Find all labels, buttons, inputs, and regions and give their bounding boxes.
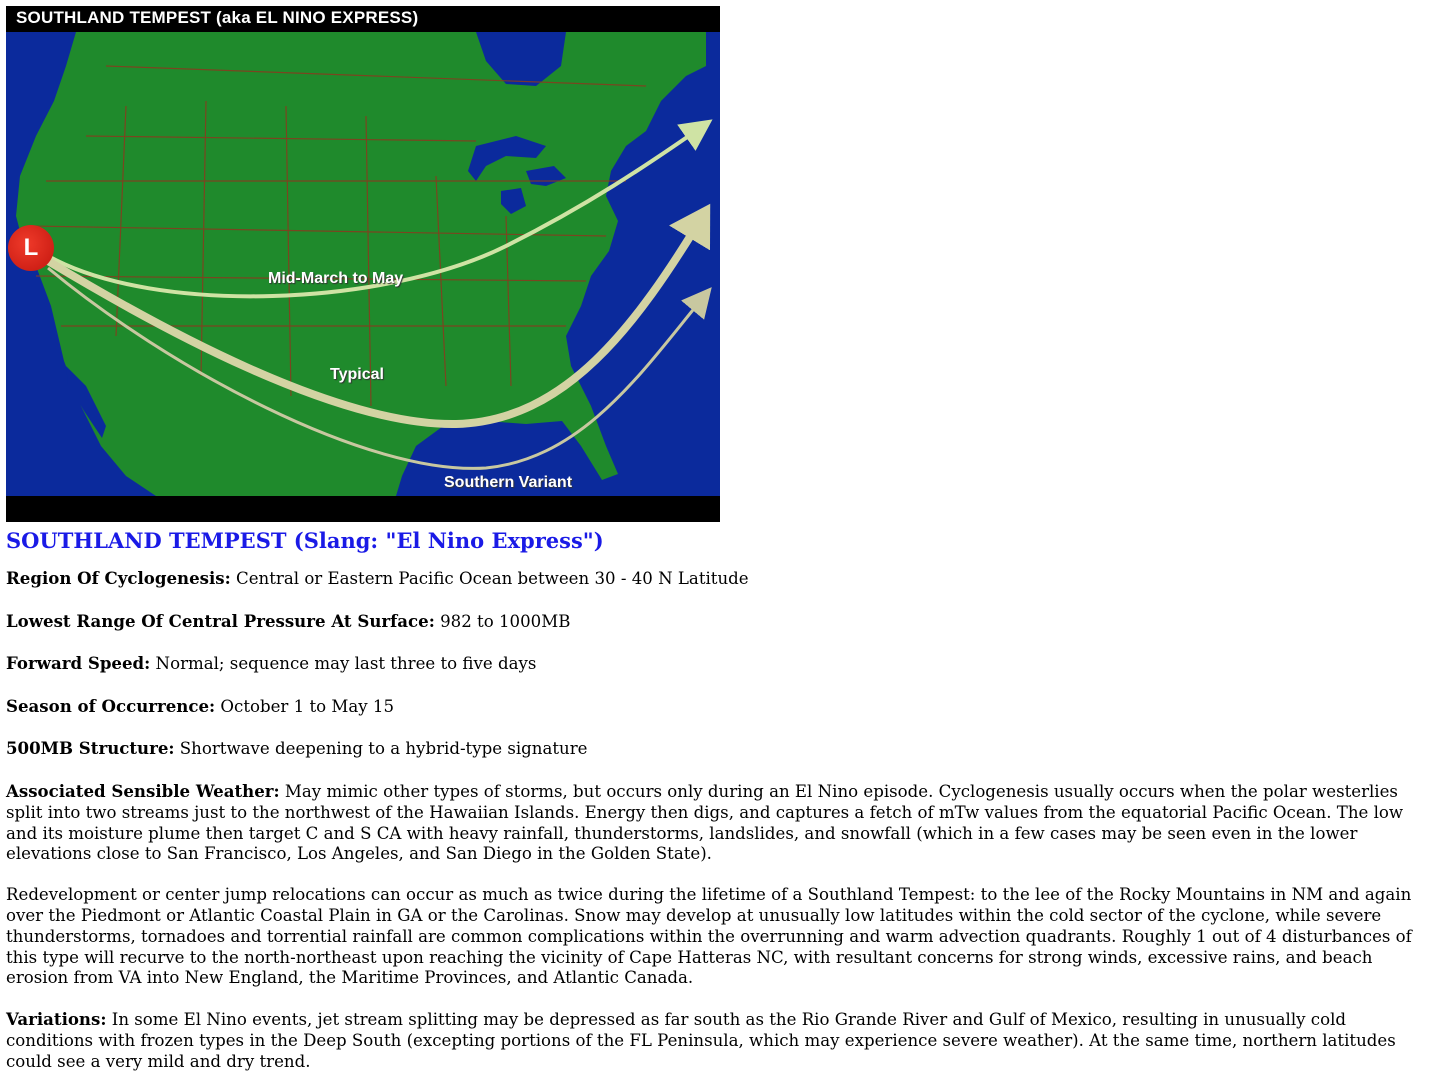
map-title: SOUTHLAND TEMPEST (aka EL NINO EXPRESS) xyxy=(16,8,419,27)
low-pressure-icon: L xyxy=(8,225,54,271)
route-label-north: Mid-March to May xyxy=(268,270,404,287)
field-season xyxy=(6,696,1434,718)
field-label: Associated Sensible Weather: xyxy=(6,780,280,801)
redevelopment-paragraph: Redevelopment or center jump relocations can occur as much as twice during the lifetime of a Southland Tempest: to the lee of the Rocky Mountains in NM and again over the Piedmont or Atlantic Coastal Plain in GA or the Carolinas. Snow may develop at unusually low latitudes within the cold sector of the cyclone, while severe thunderstorms, tornadoes and torrential rainfall are common complications within the overrunning and warm advection quadrants. Roughly 1 out of 4 disturbances of this type will recurve to the north-northeast upon reaching the vicinity of Cape Hatteras NC, with resultant concerns for strong winds, excessive rains, and beach erosion from VA into New England, the Maritime Provinces, and Atlantic Canada. xyxy=(6,885,1412,988)
field-region xyxy=(6,568,1434,590)
field-value: Central or Eastern Pacific Ocean between 30 - 40 N Latitude xyxy=(230,569,749,588)
field-label: Region Of Cyclogenesis: xyxy=(6,568,231,588)
field-value: Normal; sequence may last three to five days xyxy=(150,654,537,674)
field-sensible-weather xyxy=(6,781,1434,865)
field-value: May mimic other types of storms, but occurs only during an El Nino episode. Cyclogenesis usually occurs when the polar westerlies split into two streams just to the northwest of the Hawaiian Islands. Energy then digs, and captures a fetch of mTw values from the equatorial Pacific Ocean. The low and its moisture plume then target C and S CA with heavy rainfall, thunderstorms, landslides, and snowfall (which in a few cases may be seen even in the lower elevations close to San Francisco, Los Angeles, and San Diego in the Golden State). xyxy=(6,781,1404,864)
field-value: 982 to 1000MB xyxy=(434,611,571,631)
field-pressure xyxy=(6,611,1434,633)
article-heading: SOUTHLAND TEMPEST (Slang: "El Nino Express") xyxy=(6,528,604,553)
field-forward-speed xyxy=(6,653,1434,675)
variations-paragraph xyxy=(6,1009,1434,1072)
storm-track-map xyxy=(6,6,720,522)
variations-label: Variations: xyxy=(6,1009,107,1030)
field-500mb-structure xyxy=(6,738,1434,760)
page xyxy=(6,6,1434,1073)
field-value: October 1 to May 15 xyxy=(215,696,395,716)
field-label: Lowest Range Of Central Pressure At Surface: xyxy=(6,610,435,631)
field-label: Season of Occurrence: xyxy=(6,695,216,716)
field-label: Forward Speed: xyxy=(6,653,151,674)
variations-value: In some El Nino events, jet stream splitting may be depressed as far south as the Rio Grande River and Gulf of Mexico, resulting in unusually cold conditions with frozen types in the Deep South (excepting portions of the FL Peninsula, which may experience severe weather). At the same time, northern latitudes could see a very mild and dry trend. xyxy=(6,1010,1396,1071)
field-value: Shortwave deepening to a hybrid-type signature xyxy=(174,739,588,759)
map-graphic xyxy=(6,6,720,522)
route-label-typical: Typical xyxy=(330,366,384,383)
route-label-southern: Southern Variant xyxy=(444,474,573,491)
field-label: 500MB Structure: xyxy=(6,738,175,759)
